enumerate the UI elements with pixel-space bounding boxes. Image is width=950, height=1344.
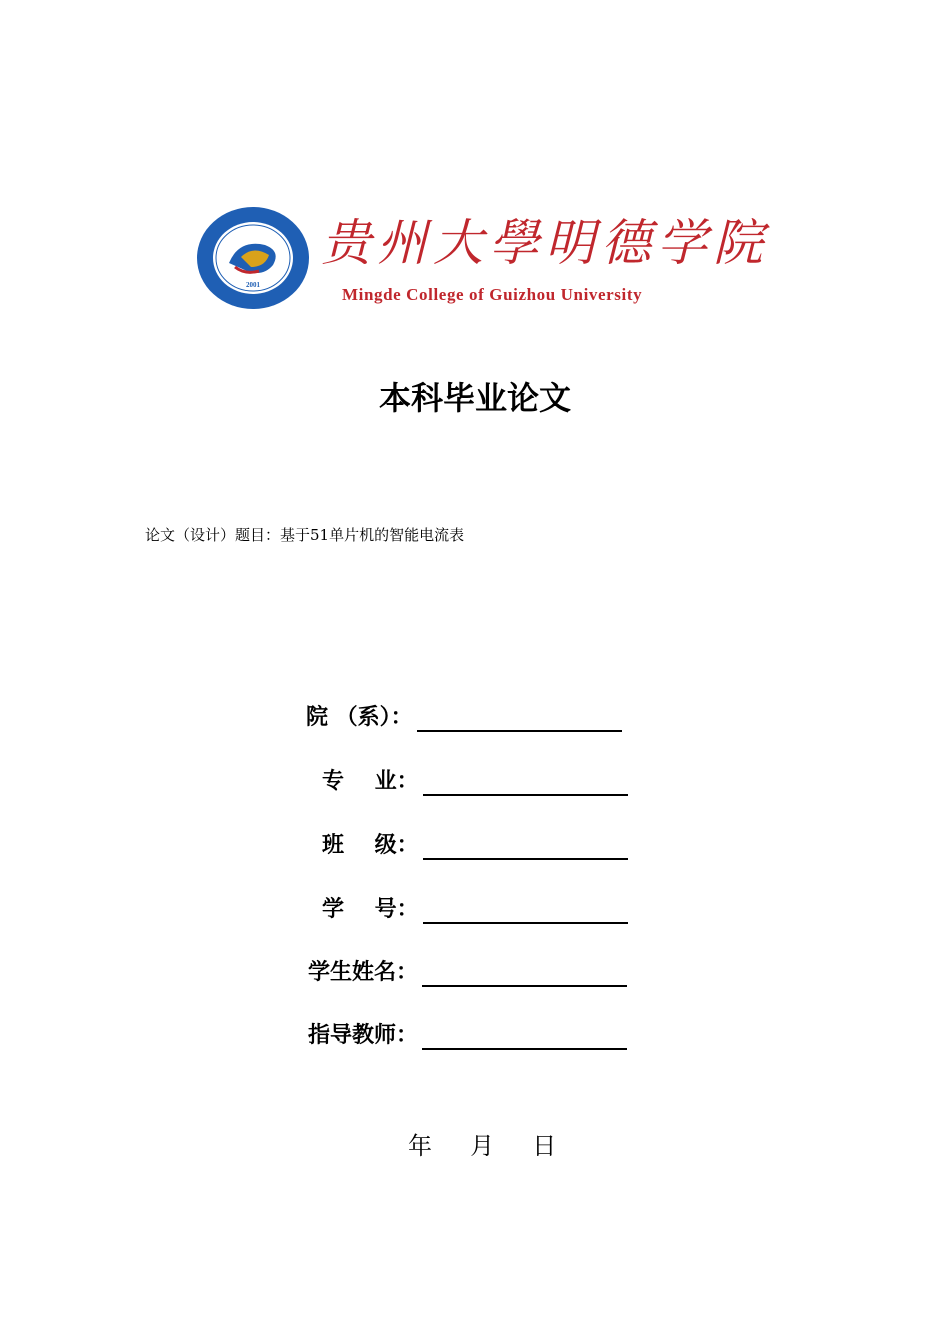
college-logo xyxy=(195,205,769,315)
college-seal-icon xyxy=(195,205,311,311)
advisor-blank-line[interactable] xyxy=(422,1024,627,1050)
class-blank-line[interactable] xyxy=(423,834,628,860)
student-name-field xyxy=(308,957,627,987)
major-field xyxy=(322,766,628,796)
department-label: 院 （系）： xyxy=(306,705,413,730)
advisor-field xyxy=(308,1020,627,1050)
major-blank-line[interactable] xyxy=(423,770,628,796)
thesis-topic: 论文（设计）题目：基于51单片机的智能电流表 xyxy=(145,526,465,544)
department-blank-line[interactable] xyxy=(417,706,622,732)
date-line: 年 月 日 xyxy=(408,1132,557,1160)
college-english-name: Mingde College of Guizhou University xyxy=(342,285,643,304)
student-name-label: 学生姓名： xyxy=(308,960,419,985)
student-id-blank-line[interactable] xyxy=(423,898,628,924)
seal-year: 2001 xyxy=(246,281,260,289)
student-id-field xyxy=(322,894,628,924)
class-label: 班 级： xyxy=(322,833,419,858)
student-id-label: 学 号： xyxy=(322,897,419,922)
advisor-label: 指导教师： xyxy=(308,1023,419,1048)
department-field xyxy=(306,702,622,732)
class-field xyxy=(322,830,628,860)
thesis-title: 本科毕业论文 xyxy=(378,379,571,417)
college-chinese-name: 贵州大學明德学院 xyxy=(321,214,769,272)
student-name-blank-line[interactable] xyxy=(422,961,627,987)
major-label: 专 业： xyxy=(322,769,419,794)
